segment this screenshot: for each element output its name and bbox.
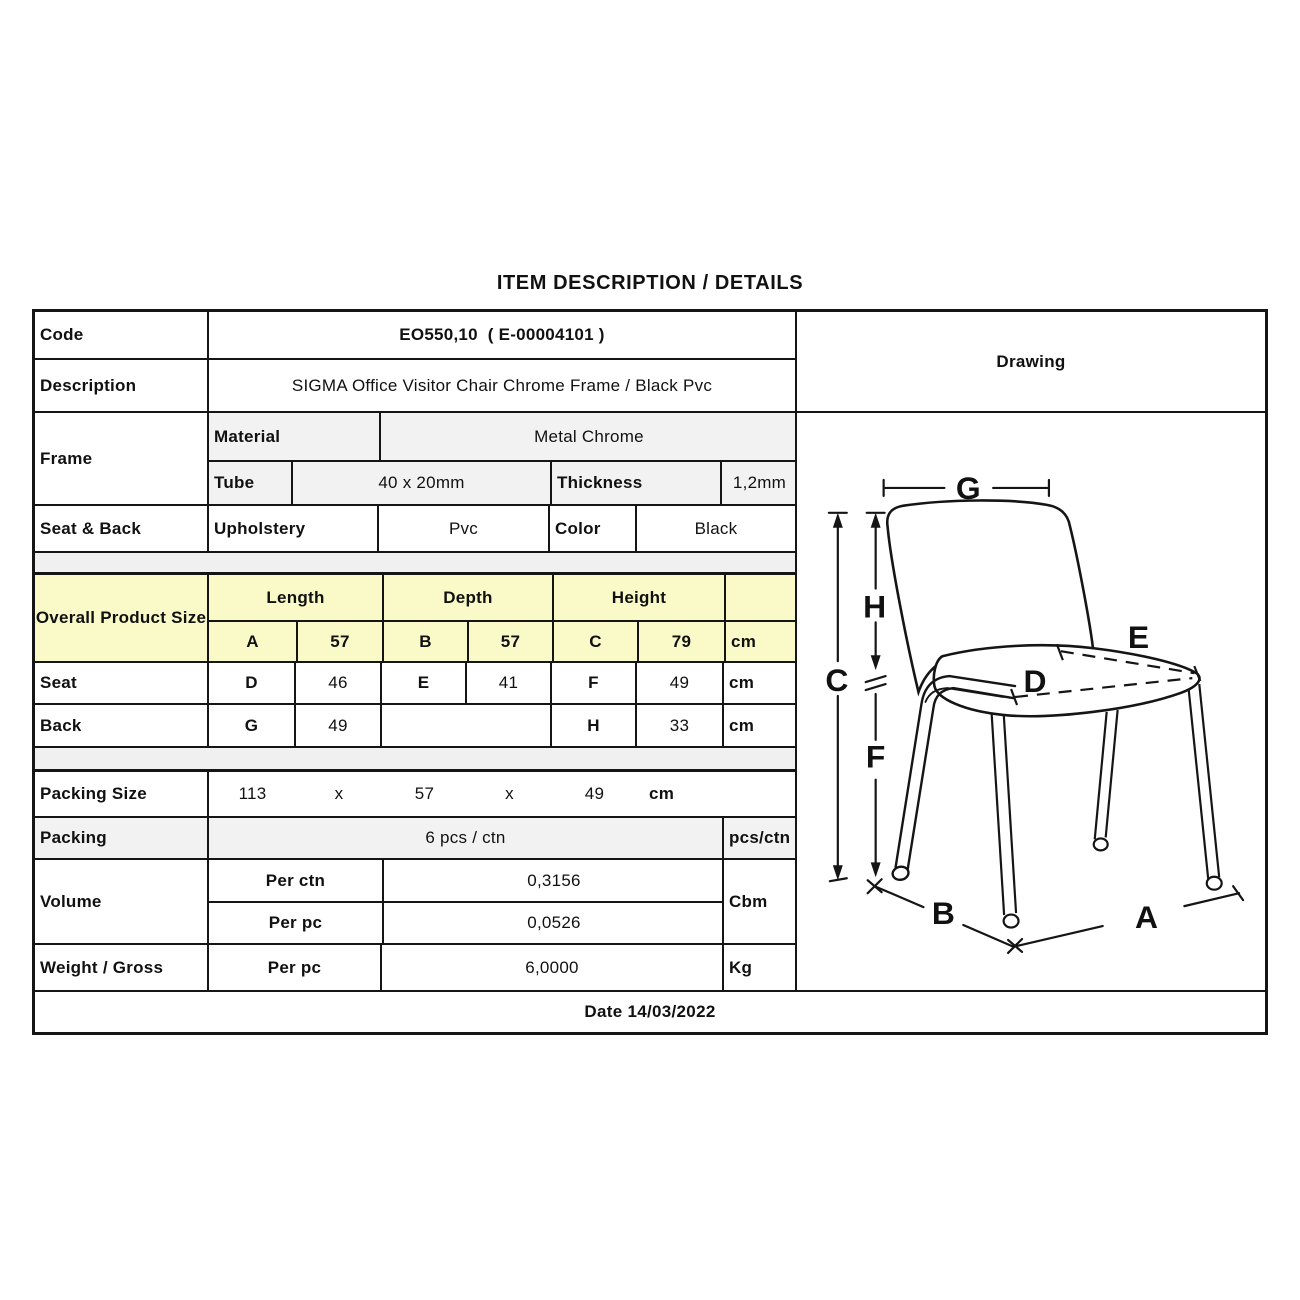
dim-h-letter: H xyxy=(550,705,635,746)
back-label: Back xyxy=(40,715,82,735)
tube-value: 40 x 20mm xyxy=(291,462,550,504)
chair-drawing xyxy=(797,413,1265,990)
label-h: H xyxy=(863,588,887,625)
material-label: Material xyxy=(214,426,281,446)
weight-per-pc-value: 6,0000 xyxy=(380,945,722,990)
seat-back-label: Seat & Back xyxy=(40,518,142,538)
seat-unit: cm xyxy=(722,663,795,703)
description-value: SIGMA Office Visitor Chair Chrome Frame / Black Pvc xyxy=(207,360,795,411)
seat-back-row xyxy=(35,506,795,553)
dim-g-value: 49 xyxy=(294,705,380,746)
dim-e-value: 41 xyxy=(465,663,550,703)
drawing-panel xyxy=(795,312,1265,990)
dim-g-letter: G xyxy=(207,705,294,746)
overall-sub xyxy=(207,575,795,661)
volume-block xyxy=(35,860,795,945)
color-label: Color xyxy=(548,506,635,551)
page-title: ITEM DESCRIPTION / DETAILS xyxy=(496,272,804,294)
separator-band-1 xyxy=(35,553,795,575)
packing-size-unit: cm xyxy=(649,784,675,803)
spec-table xyxy=(32,309,1268,1035)
back-row xyxy=(35,705,795,748)
back-unit: cm xyxy=(722,705,795,746)
code-value: EO550,10 ( E-00004101 ) xyxy=(207,312,795,358)
volume-label: Volume xyxy=(40,891,102,911)
label-e: E xyxy=(1127,619,1150,656)
overall-size-label: Overall Product Size xyxy=(35,608,207,628)
tube-label: Tube xyxy=(214,473,255,492)
dim-f-value: 49 xyxy=(635,663,722,703)
thickness-value: 1,2mm xyxy=(720,462,797,504)
packing-size-x2: x xyxy=(505,784,514,803)
dim-e-letter: E xyxy=(380,663,465,703)
packing-value: 6 pcs / ctn xyxy=(207,818,722,858)
packing-size-v3: 49 xyxy=(584,784,605,803)
per-ctn-label: Per ctn xyxy=(265,870,326,890)
frame-material-row xyxy=(209,413,795,462)
dim-b-value: 57 xyxy=(467,622,552,661)
upholstery-label: Upholstery xyxy=(207,506,377,551)
packing-size-label: Packing Size xyxy=(40,784,147,803)
packing-size-values xyxy=(207,772,795,816)
seat-row xyxy=(35,663,795,705)
dimension-line-h-f xyxy=(866,513,886,867)
dimension-lines-a-b xyxy=(868,879,1243,953)
label-g: G xyxy=(955,469,981,506)
code-row xyxy=(35,312,795,360)
overall-values-row xyxy=(209,622,795,661)
label-a: A xyxy=(1134,899,1159,936)
drawing-header: Drawing xyxy=(797,312,1265,413)
frame-block xyxy=(35,413,795,506)
label-b: B xyxy=(931,895,955,932)
thickness-label: Thickness xyxy=(550,462,720,504)
packing-size-v2: 57 xyxy=(414,784,435,803)
weight-per-pc-label: Per pc xyxy=(207,945,380,990)
dim-b-letter: B xyxy=(382,622,467,661)
packing-label: Packing xyxy=(40,828,107,847)
volume-per-pc-row xyxy=(209,903,722,943)
packing-row xyxy=(35,818,795,860)
packing-unit: pcs/ctn xyxy=(722,818,795,858)
weight-label: Weight / Gross xyxy=(40,957,164,977)
frame-label: Frame xyxy=(40,448,93,468)
weight-unit: Kg xyxy=(722,945,795,990)
weight-row xyxy=(35,945,795,990)
label-c: C xyxy=(825,662,849,699)
height-header: Height xyxy=(552,575,724,620)
packing-size-v1: 113 xyxy=(238,784,267,803)
dim-f-letter: F xyxy=(550,663,635,703)
dim-c-value: 79 xyxy=(637,622,724,661)
dim-a-letter: A xyxy=(246,631,259,651)
color-value: Black xyxy=(635,506,795,551)
label-f: F xyxy=(865,738,886,775)
volume-sub xyxy=(207,860,722,943)
material-value: Metal Chrome xyxy=(379,413,797,460)
depth-header: Depth xyxy=(382,575,552,620)
dim-h-value: 33 xyxy=(635,705,722,746)
packing-size-x1: x xyxy=(334,784,344,803)
description-row xyxy=(35,360,795,413)
code-label: Code xyxy=(40,325,84,344)
seat-label: Seat xyxy=(40,673,77,692)
per-ctn-value: 0,3156 xyxy=(382,860,724,901)
separator-band-2 xyxy=(35,748,795,772)
dim-c-letter: C xyxy=(552,622,637,661)
dim-d-letter: D xyxy=(207,663,294,703)
volume-per-pc-label: Per pc xyxy=(268,913,323,932)
date-row: Date 14/03/2022 xyxy=(35,990,1265,1032)
upholstery-value: Pvc xyxy=(377,506,548,551)
overall-header-row xyxy=(209,575,795,622)
back-empty-cell xyxy=(380,705,550,746)
volume-per-ctn-row xyxy=(209,860,722,903)
overall-size-block xyxy=(35,575,795,663)
packing-size-row xyxy=(35,772,795,818)
dim-a-value: 57 xyxy=(296,622,382,661)
description-label: Description xyxy=(40,375,137,395)
volume-per-pc-value: 0,0526 xyxy=(382,903,724,943)
frame-tube-row xyxy=(209,462,795,504)
length-header: Length xyxy=(266,587,325,607)
frame-sub xyxy=(207,413,795,504)
overall-header-empty xyxy=(724,575,797,620)
chair-legs xyxy=(990,684,1222,927)
dim-d-value: 46 xyxy=(294,663,380,703)
overall-unit: cm xyxy=(724,622,797,661)
label-d: D xyxy=(1023,663,1047,700)
volume-unit: Cbm xyxy=(722,860,795,943)
